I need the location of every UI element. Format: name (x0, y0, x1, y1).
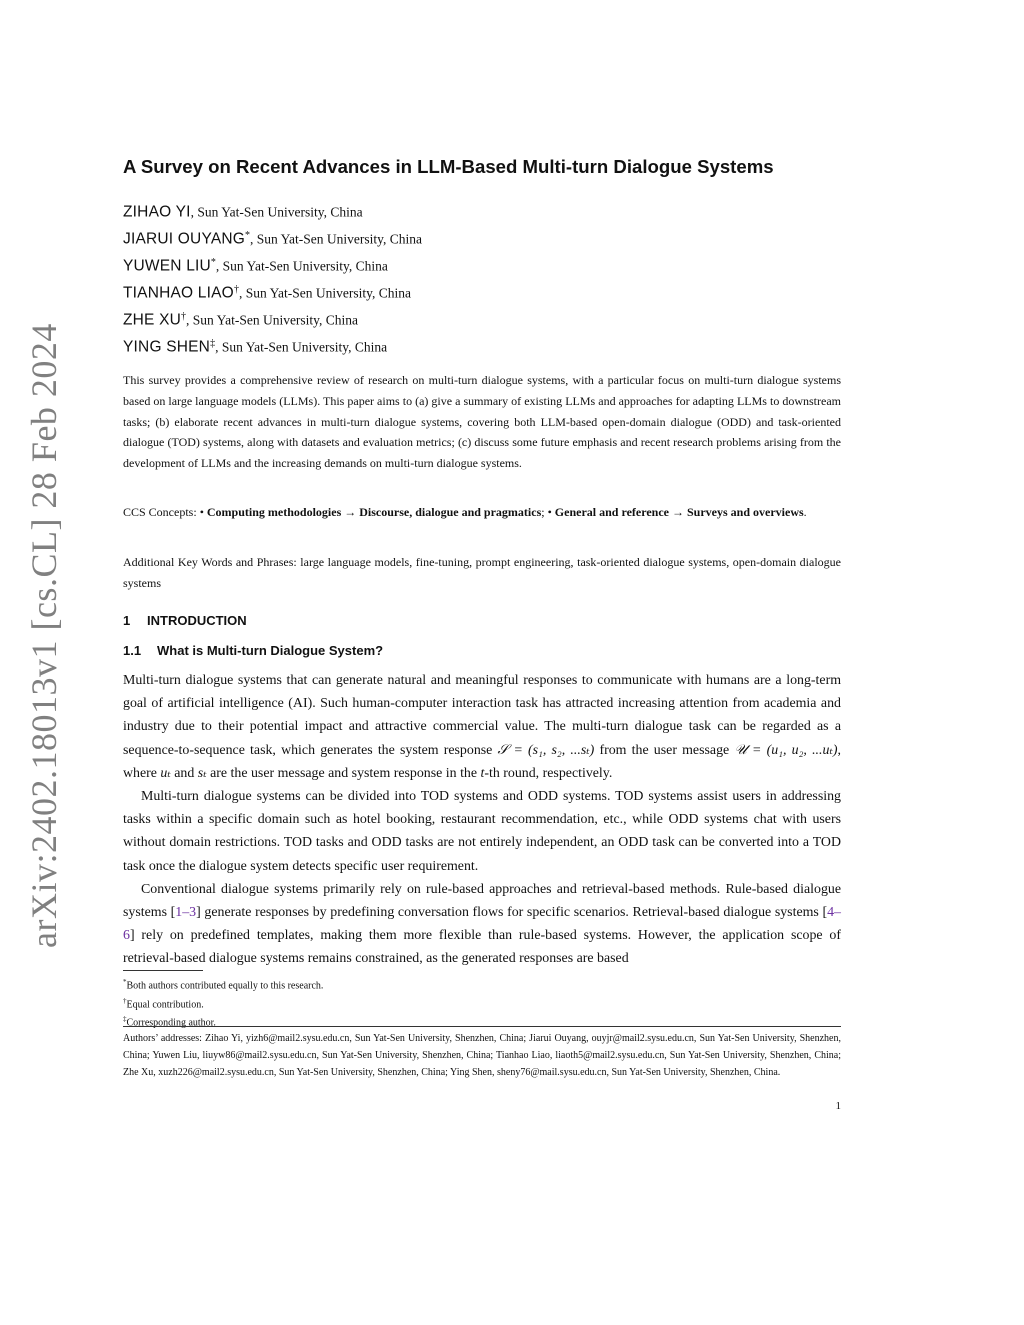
footnotes (123, 975, 841, 1031)
body-text (123, 669, 841, 971)
paragraph: Multi-turn dialogue systems can be divided into TOD systems and ODD systems. TOD systems assist users in addressing tasks within a specific domain such as hotel booking, restaurant recommendation, etc., while ODD systems chat with users without domain restrictions. TOD tasks and ODD tasks are not entirely independent, an ODD task can be converted into a TOD task once the dialogue system detects specific user requirement. (123, 789, 841, 874)
abstract: This survey provides a comprehensive review of research on multi-turn dialogue systems, with a particular focus on multi-turn dialogue systems based on large language models (LLMs). This paper aims to (a) give a summary of existing LLMs and approaches for adapting LLMs to downstream tasks; (b) elaborate recent advances in multi-turn dialogue systems, covering both LLM-based open-domain dialogue (ODD) and task-oriented dialogue (TOD) systems, along with datasets and evaluation metrics; (c) discuss some future emphasis and recent research problems arising from the development of LLMs and the increasing demands on multi-turn dialogue systems. (123, 373, 841, 471)
author-affiliation: , Sun Yat-Sen University, China (190, 204, 363, 220)
section-number: 1 (123, 613, 131, 628)
section-heading (123, 613, 841, 628)
author-mark: ‡ (210, 338, 216, 349)
author-affiliation: , Sun Yat-Sen University, China (186, 312, 359, 328)
author-name: YING SHEN (123, 338, 211, 356)
author-list (123, 197, 841, 359)
author-mark: † (181, 311, 187, 322)
text-run: ] rely on predefined templates, making them more flexible than rule-based systems. However, the application scope of retrieval-based dialogue systems remains constrained, as the generated responses are based (123, 928, 841, 967)
footnote-mark: ‡ (123, 1015, 127, 1024)
footnote-mark: † (123, 996, 127, 1005)
author-mark: † (233, 284, 239, 295)
citation-link[interactable]: 4–6 (123, 905, 841, 944)
author-name: TIANHAO LIAO (123, 284, 234, 302)
math-user-message: 𝒰 = (u₁, u₂, ...uₜ) (734, 742, 838, 758)
text-run: and (170, 765, 198, 781)
author-entry (123, 224, 841, 251)
footnote-text: Equal contribution. (126, 999, 204, 1011)
ccs-end: . (803, 505, 807, 519)
ccs-label: CCS Concepts: (123, 505, 200, 519)
subsection-title: What is Multi-turn Dialogue System? (157, 643, 384, 658)
author-entry (123, 197, 841, 224)
paper-title: A Survey on Recent Advances in LLM-Based Multi-turn Dialogue Systems (123, 156, 774, 177)
page-number: 1 (835, 1100, 841, 1112)
author-mark: * (245, 230, 251, 241)
subsection-heading (123, 643, 841, 658)
author-name: ZHE XU (123, 311, 182, 329)
author-entry (123, 278, 841, 305)
ccs-concepts (123, 502, 841, 523)
ccs-concept: General and reference → Surveys and overviews (554, 505, 804, 519)
address-rule (123, 1026, 841, 1027)
footnote-text: Both authors contributed equally to this research. (126, 980, 324, 992)
author-affiliation: , Sun Yat-Sen University, China (215, 339, 388, 355)
text-run: -th round, respectively. (484, 765, 613, 781)
author-entry (123, 305, 841, 332)
math-t: t (480, 765, 485, 781)
paragraph (123, 669, 841, 785)
author-entry (123, 251, 841, 278)
author-addresses: Authors’ addresses: Zihao Yi, yizh6@mail2.sysu.edu.cn, Sun Yat-Sen University, Shenzhen, China; Jiarui Ouyang, ouyjr@mail2.sysu.edu.cn, Sun Yat-Sen University, Shenzhen, China; Yuwen Liu, liuyw86@mail2.sysu.edu.cn, Sun Yat-Sen University, Shenzhen, China; Tianhao Liao, liaoth5@mail2.sysu.edu.cn, Sun Yat-Sen University, Shenzhen, China; Zhe Xu, xuzh226@mail2.sysu.edu.cn, Sun Yat-Sen University, Shenzhen, China; Ying Shen, sheny76@mail.sysu.edu.cn, Sun Yat-Sen University, Shenzhen, China. (123, 1033, 841, 1078)
footnote (123, 975, 841, 994)
author-mark: * (210, 257, 216, 268)
footnote (123, 994, 841, 1013)
footnote-rule (123, 970, 203, 971)
text-run: from the user message (594, 742, 735, 758)
subsection-number: 1.1 (123, 643, 142, 658)
text-run: are the user message and system response in the (206, 765, 481, 781)
ccs-bullet: • (547, 505, 552, 519)
citation-link[interactable]: 1–3 (175, 905, 197, 921)
footnote-mark: * (123, 978, 127, 986)
math-st: sₜ (197, 765, 207, 781)
section-title: INTRODUCTION (147, 613, 247, 628)
text-run: ] generate responses by predefining conversation flows for specific scenarios. Retrieval-based dialogue systems [ (196, 905, 828, 921)
footnote (123, 1012, 841, 1031)
math-response: 𝒮 = (s₁, s₂, ...sₜ) (497, 742, 595, 758)
text-run: Multi-turn dialogue systems that can generate natural and meaningful responses to communicate with humans are a long-term goal of artificial intelligence (AI). Such human-computer interaction task has attracted increasing attention from academia and industry due to their potential impact and attractive commercial value. The multi-turn dialogue task can be regarded as a sequence-to-sequence task, which generates the system response (123, 673, 841, 758)
author-affiliation: , Sun Yat-Sen University, China (238, 285, 411, 301)
author-name: JIARUI OUYANG (123, 230, 246, 248)
text-run: , where (123, 742, 841, 781)
author-affiliation: , Sun Yat-Sen University, China (215, 258, 388, 274)
footnote-text: Corresponding author. (126, 1017, 216, 1029)
ccs-separator: ; (541, 505, 548, 519)
math-ut: uₜ (160, 765, 171, 781)
paragraph (123, 878, 841, 971)
ccs-concept: Computing methodologies → Discourse, dialogue and pragmatics (206, 505, 542, 519)
author-entry (123, 332, 841, 359)
author-name: ZIHAO YI (123, 203, 191, 221)
keywords: Additional Key Words and Phrases: large language models, fine-tuning, prompt engineering, task-oriented dialogue systems, open-domain dialogue systems (123, 555, 841, 590)
ccs-bullet: • (199, 505, 204, 519)
text-run: Conventional dialogue systems primarily rely on rule-based approaches and retrieval-based methods. Rule-based dialogue systems [ (123, 881, 841, 921)
author-affiliation: , Sun Yat-Sen University, China (250, 231, 423, 247)
arxiv-stamp: arXiv:2402.18013v1 [cs.CL] 28 Feb 2024 (24, 323, 64, 948)
author-name: YUWEN LIU (123, 257, 211, 275)
